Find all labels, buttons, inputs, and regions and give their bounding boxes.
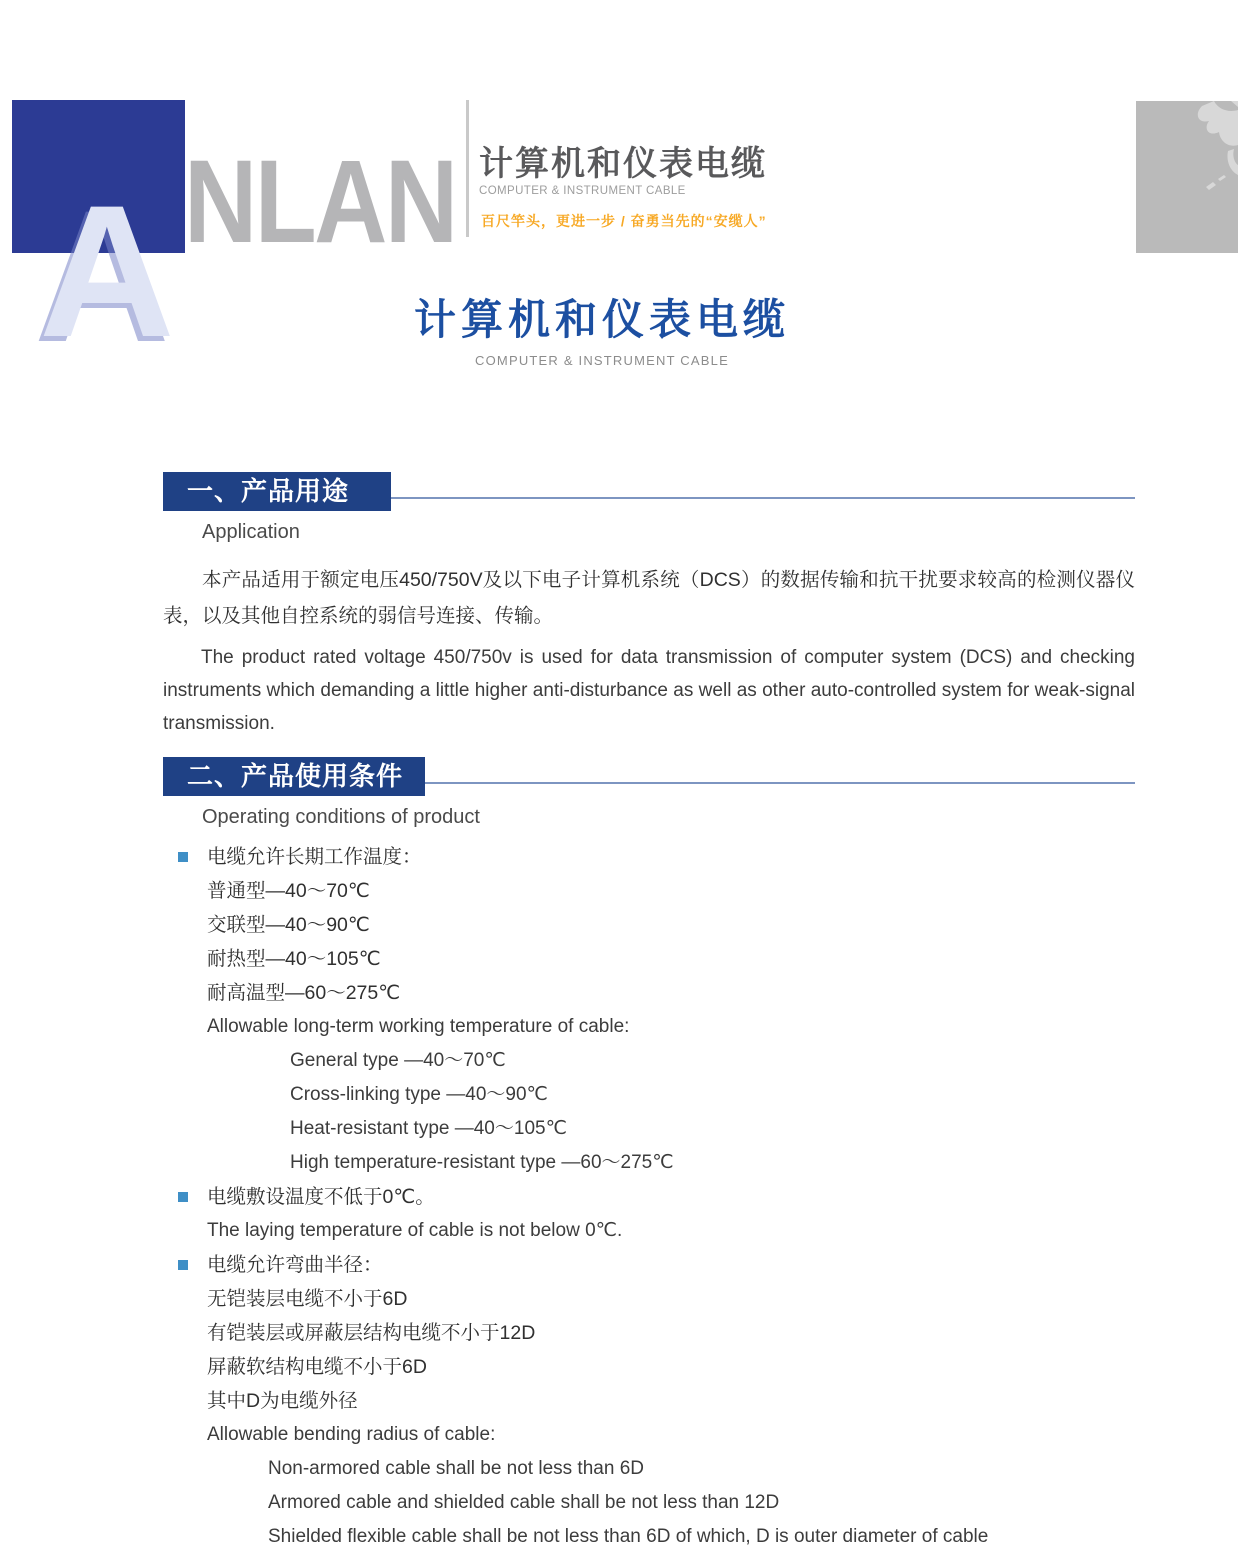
condition-line-en: Armored cable and shielded cable shall be not less than 12D	[268, 1492, 780, 1514]
masthead-text	[479, 146, 1039, 231]
condition-line: 无铠装层电缆不小于6D	[207, 1288, 408, 1311]
section-1-title: 一、产品用途	[163, 472, 391, 511]
leaf-decoration-icon	[1136, 101, 1238, 253]
section-1-rule	[391, 497, 1135, 499]
condition-line-en: The laying temperature of cable is not below 0℃.	[207, 1220, 623, 1242]
page-title: 计算机和仪表电缆	[413, 296, 790, 343]
condition-line-en: Allowable long-term working temperature of cable:	[207, 1016, 630, 1038]
bullet-square-icon	[178, 1192, 188, 1202]
condition-line: 耐高温型—60～275℃	[207, 982, 401, 1005]
condition-line: 其中D为电缆外径	[207, 1390, 358, 1413]
masthead-slogan: 百尺竿头，更进一步 / 奋勇当先的“安缆人”	[481, 213, 767, 230]
section-2-title: 二、产品使用条件	[163, 757, 425, 796]
section-1-subheading: Application	[202, 521, 300, 544]
section-2-rule	[425, 782, 1135, 784]
condition-line-en: Cross-linking type —40～90℃	[290, 1084, 548, 1106]
condition-line: 屏蔽软结构电缆不小于6D	[207, 1356, 427, 1379]
list-item	[163, 840, 1135, 874]
condition-line-en: High temperature-resistant type —60～275℃	[290, 1152, 674, 1174]
condition-line-en: Non-armored cable shall be not less than 6D	[268, 1458, 644, 1480]
condition-title: 电缆允许弯曲半径：	[207, 1254, 383, 1277]
bullet-square-icon	[178, 1260, 188, 1270]
bullet-square-icon	[178, 852, 188, 862]
condition-line-en: General type —40～70℃	[290, 1050, 506, 1072]
logo-letter-a: A	[39, 166, 175, 376]
condition-line-en: Heat-resistant type —40～105℃	[290, 1118, 567, 1140]
corner-image	[1136, 101, 1238, 253]
anlan-logo	[12, 100, 185, 376]
masthead-product-title-en: COMPUTER & INSTRUMENT CABLE	[479, 185, 686, 198]
condition-title: 电缆允许长期工作温度：	[207, 846, 422, 869]
section-2-subheading: Operating conditions of product	[202, 806, 480, 829]
condition-line-en: Shielded flexible cable shall be not less than 6D of which, D is outer diameter of cable	[268, 1526, 989, 1548]
page-subtitle: COMPUTER & INSTRUMENT CABLE	[475, 353, 729, 369]
condition-line-en: Allowable bending radius of cable:	[207, 1424, 496, 1446]
condition-title: 电缆敷设温度不低于0℃。	[207, 1186, 435, 1209]
list-item	[163, 1248, 1135, 1282]
condition-line: 耐热型—40～105℃	[207, 948, 381, 971]
section-2-heading	[163, 757, 1135, 796]
list-item	[163, 1180, 1135, 1214]
operating-conditions-list	[163, 840, 1135, 1554]
condition-line: 普通型—40～70℃	[207, 880, 370, 903]
condition-line: 有铠装层或屏蔽层结构电缆不小于12D	[207, 1322, 536, 1345]
application-paragraph-cn: 本产品适用于额定电压450/750V及以下电子计算机系统（DCS）的数据传输和抗干扰要求较高的检测仪器仪表，以及其他自控系统的弱信号连接、传输。	[163, 569, 1135, 628]
logo-wordmark: NLAN	[184, 136, 456, 268]
condition-line: 交联型—40～90℃	[207, 914, 370, 937]
section-1-heading	[163, 472, 1135, 511]
application-paragraph-en: The product rated voltage 450/750v is used for data transmission of computer system (DCS) and checking instruments which demanding a little higher anti-disturbance as well as other auto-controlled system for weak-signal transmission.	[163, 647, 1135, 735]
header-divider	[466, 100, 469, 237]
masthead-product-title-cn: 计算机和仪表电缆	[479, 145, 767, 183]
